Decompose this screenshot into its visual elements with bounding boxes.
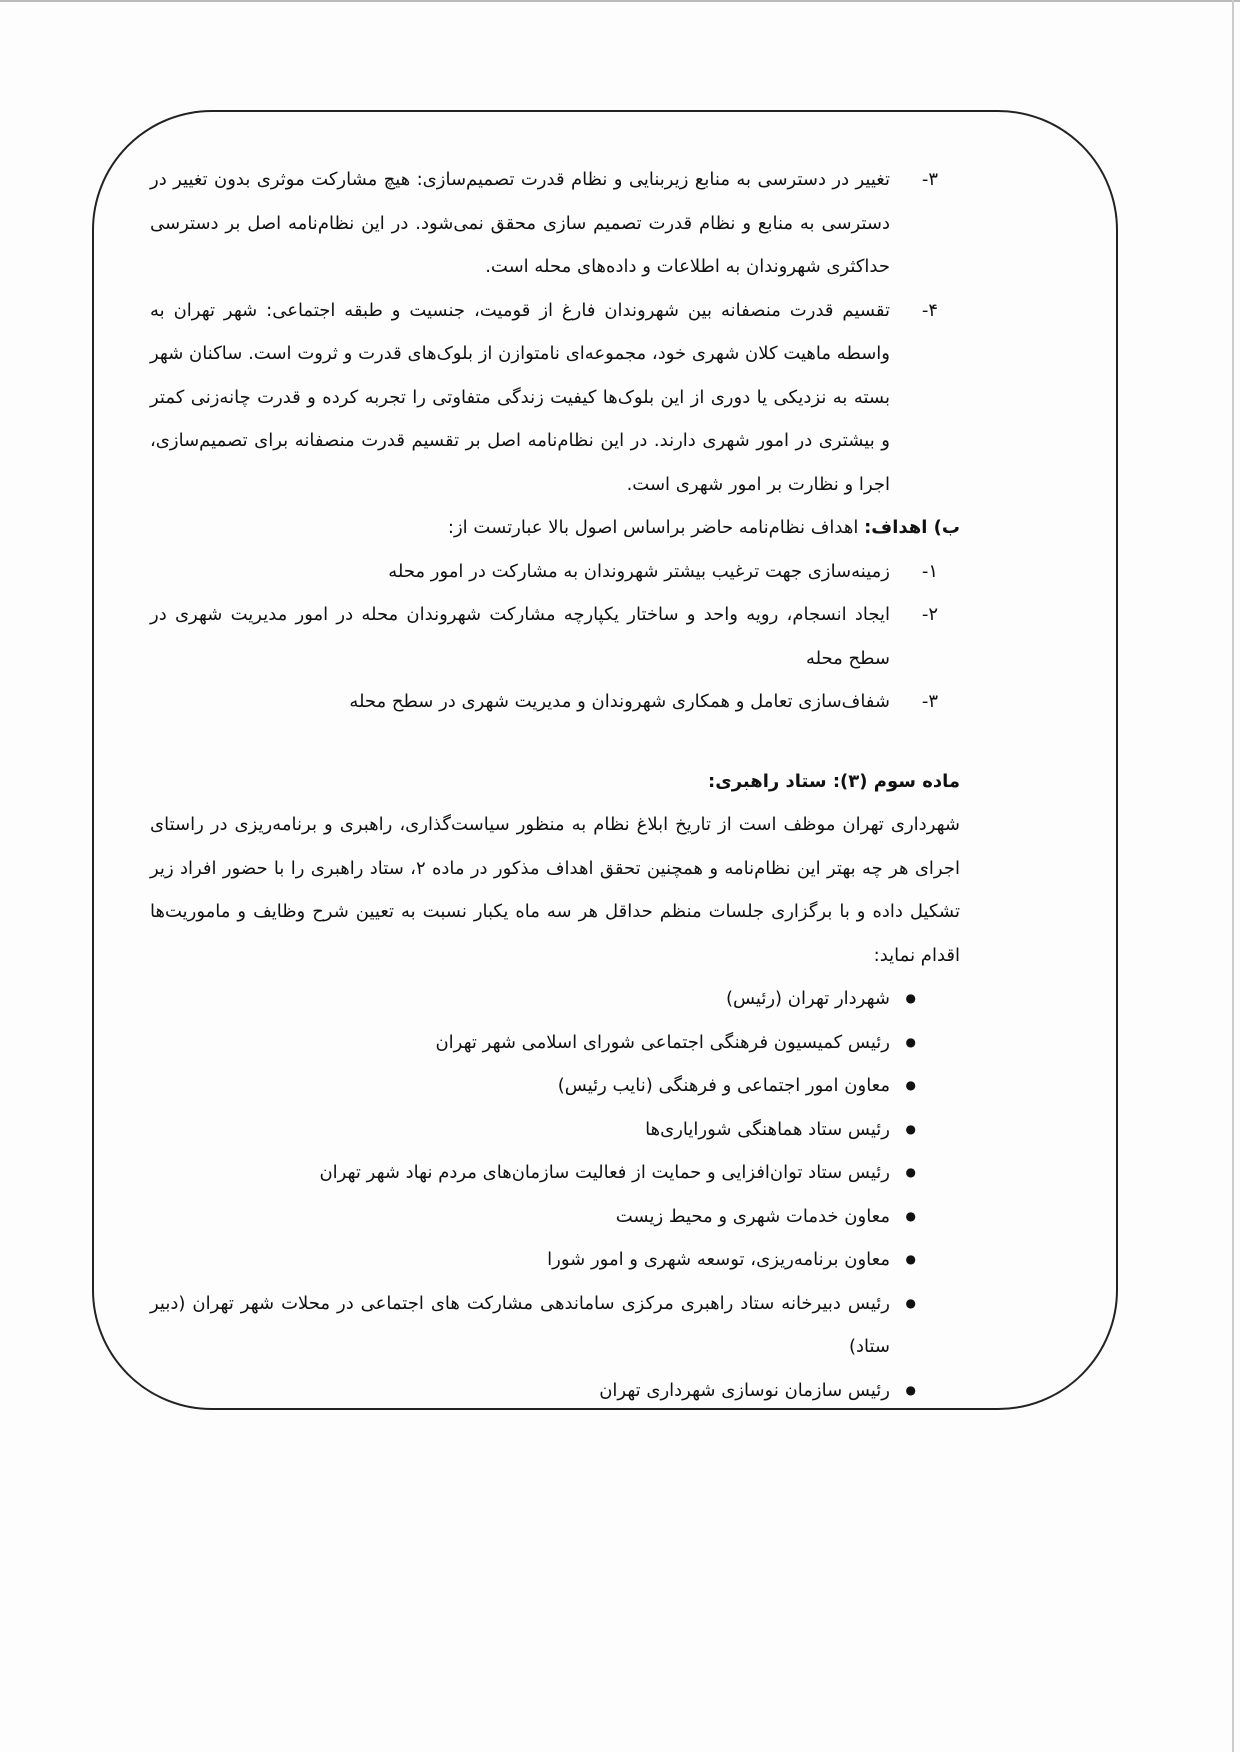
numbered-item (150, 158, 960, 289)
bullet-icon: ● (905, 1252, 916, 1266)
member-list-item (150, 1151, 960, 1195)
scan-edge-top (0, 0, 1240, 2)
article3-paragraph: شهرداری تهران موظف است از تاریخ ابلاغ نظام به منظور سیاست‌گذاری، راهبری و برنامه‌ریزی در راستای اجرای هر چه بهتر این نظام‌نامه و همچنین تحقق اهداف مذکور در ماده ۲، ستاد راهبری را با حضور افراد زیر تشکیل داده و با برگزاری جلسات منظم حداقل هر سه ماه یکبار نسبت به تعیین شرح وظایف و ماموریت‌ها اقدام نماید: (150, 814, 960, 966)
item-text: زمینه‌سازی جهت ترغیب بیشتر شهروندان به مشارکت در امور محله (388, 560, 890, 582)
item-number: ۳- (921, 691, 938, 712)
bullet-icon: ● (905, 1295, 916, 1310)
numbered-item (150, 289, 960, 507)
item-text: تغییر در دسترسی به منابع زیربنایی و نظام قدرت تصمیم‌سازی: هیچ مشارکت موثری بدون تغییر در دسترسی به منابع و نظام قدرت تصمیم سازی محقق نمی‌شود. در این نظام‌نامه اصل بر دسترسی حداکثری شهروندان به اطلاعات و داده‌های محله است. (150, 169, 890, 277)
bullet-icon: ● (905, 991, 916, 1005)
bullet-icon: ● (905, 1121, 916, 1136)
item-text: شفاف‌سازی تعامل و همکاری شهروندان و مدیریت شهری در سطح محله (349, 691, 890, 712)
member-list-item (150, 1195, 960, 1239)
member-list-item (150, 977, 960, 1021)
member-list-item (150, 1064, 960, 1108)
scan-edge-right (1232, 0, 1234, 1752)
goals-intro (150, 506, 960, 550)
numbered-item (150, 550, 960, 594)
item-number: ۴- (921, 299, 938, 321)
members-list (150, 977, 960, 1412)
member-text: معاون امور اجتماعی و فرهنگی (نایب رئیس) (557, 1075, 890, 1096)
member-text: معاون برنامه‌ریزی، توسعه شهری و امور شورا (547, 1249, 890, 1270)
goals-label: ب) اهداف: (864, 517, 960, 538)
goals-intro-text: اهداف نظام‌نامه حاضر براساس اصول بالا عبارتست از: (447, 517, 859, 538)
member-list-item (150, 1021, 960, 1065)
member-text: رئیس ستاد هماهنگی شورایاری‌ها (645, 1118, 890, 1140)
member-list-item (150, 1238, 960, 1282)
member-text: شهردار تهران (رئیس) (725, 988, 890, 1009)
bullet-icon: ● (905, 1078, 916, 1092)
bullet-icon: ● (905, 1382, 916, 1397)
article3-heading: ماده سوم (۳): ستاد راهبری: (708, 770, 960, 792)
item-text: ایجاد انسجام، رویه واحد و ساختار یکپارچه مشارکت شهروندان محله در امور مدیریت شهری در سطح محله (150, 604, 890, 669)
member-text: رئیس ستاد توان‌افزایی و حمایت از فعالیت سازمان‌های مردم نهاد شهر تهران (319, 1162, 890, 1183)
member-text: رئیس دبیرخانه ستاد راهبری مرکزی ساماندهی مشارکت های اجتماعی در محلات شهر تهران (دبیر ستاد) (150, 1292, 890, 1357)
item-number: ۱- (921, 560, 938, 582)
principles-list (150, 158, 960, 506)
bullet-icon: ● (905, 1034, 916, 1049)
document-body (150, 158, 960, 1412)
item-number: ۳- (921, 169, 938, 190)
goals-list (150, 550, 960, 724)
bullet-icon: ● (905, 1165, 916, 1179)
bullet-icon: ● (905, 1208, 916, 1223)
member-list-item (150, 1108, 960, 1152)
member-list-item (150, 1369, 960, 1413)
member-list-item (150, 1282, 960, 1369)
numbered-item (150, 680, 960, 724)
numbered-item (150, 593, 960, 680)
member-text: معاون خدمات شهری و محیط زیست (615, 1205, 890, 1227)
member-text: رئیس سازمان نوسازی شهرداری تهران (599, 1379, 890, 1401)
item-number: ۲- (921, 604, 938, 625)
member-text: رئیس کمیسیون فرهنگی اجتماعی شورای اسلامی شهر تهران (435, 1031, 890, 1053)
item-text: تقسیم قدرت منصفانه بین شهروندان فارغ از قومیت، جنسیت و طبقه اجتماعی: شهر تهران به واسطه ماهیت کلان شهری خود، مجموعه‌ای نامتوازن از بلوک‌های قدرت و ثروت است. ساکنان شهر بسته به نزدیکی یا دوری از این بلوک‌ها کیفیت زندگی متفاوتی را تجربه کرده و قدرت چانه‌زنی کمتر و بیشتری در امور شهری دارند. در این نظام‌نامه اصل بر تقسیم قدرت منصفانه برای تصمیم‌سازی، اجرا و نظارت بر امور شهری است. (150, 299, 890, 495)
